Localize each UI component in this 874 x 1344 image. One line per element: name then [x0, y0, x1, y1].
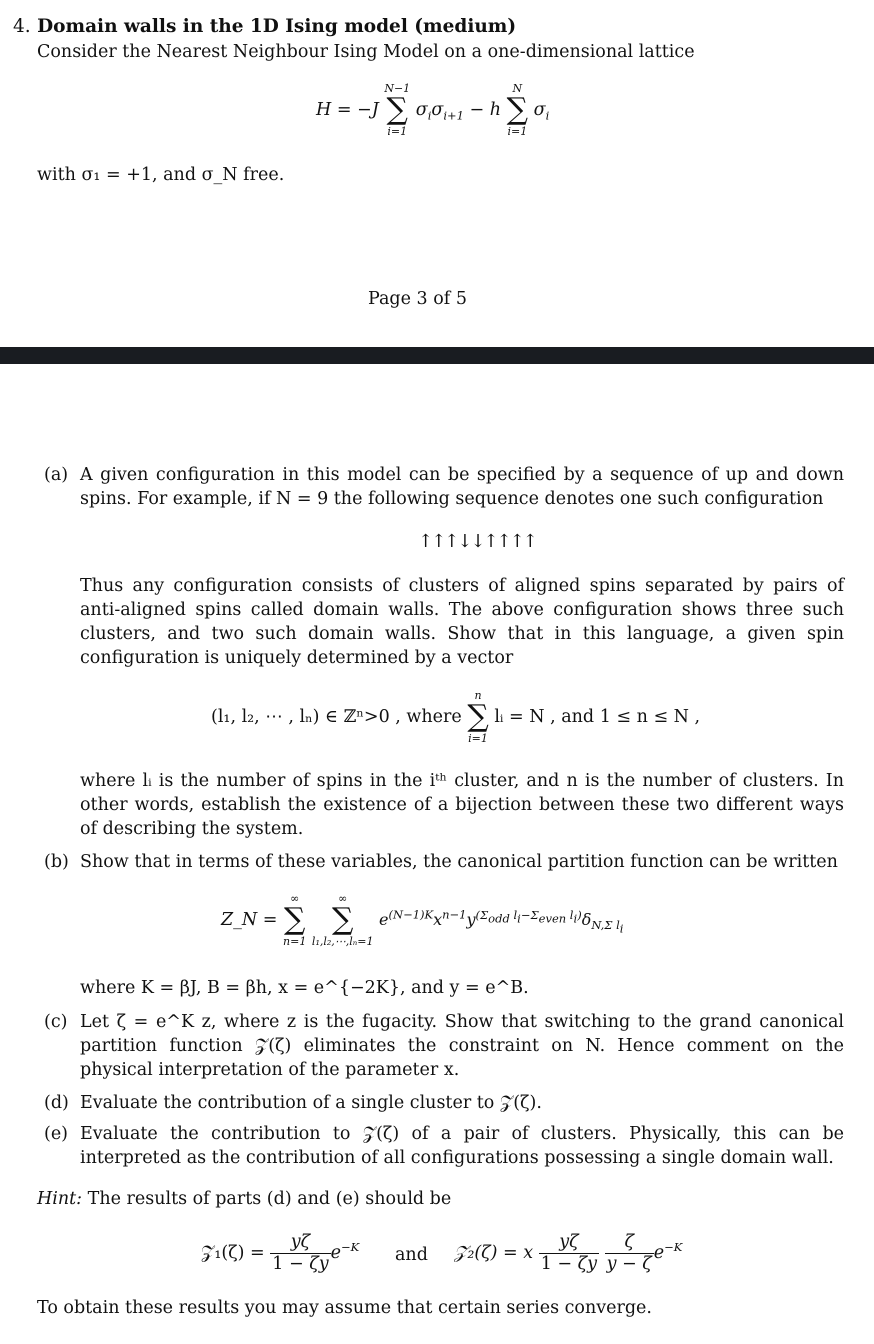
- z1-fraction: $\frac{y\zeta}{1 - \zeta y}$: [272, 1232, 329, 1274]
- z2-lhs: 𝒵₂(ζ) = x: [454, 1243, 534, 1263]
- vector-equation: [211, 690, 700, 745]
- part-b-text: Show that in terms of these variables, the canonical partition function can be written: [80, 852, 838, 872]
- part-b-label: (b): [44, 852, 69, 872]
- hamiltonian-field-term: − h: [469, 100, 502, 120]
- part-c: [44, 1010, 844, 1082]
- sum-upper: ∞: [290, 892, 300, 905]
- part-e-label: (e): [44, 1124, 69, 1144]
- problem-number: 4.: [13, 16, 31, 37]
- z2-fraction-1: $\frac{y\zeta}{1 - \zeta y}$: [540, 1232, 598, 1274]
- sum-upper: N: [512, 82, 523, 95]
- part-a-text-2: Thus any configuration consists of clusters of aligned spins separated by pairs of anti-aligned spins called domain walls. The above configuration shows three such clusters, and two such domain walls. Show that in this language, a given spin configuration is uniquely determined by a vector: [80, 576, 844, 668]
- part-c-text: Let ζ = e^K z, where z is the fugacity. Show that switching to the grand canonical partition function 𝒵(ζ) eliminates the constraint on N. Hence comment on the physical interpretation of the parameter x.: [80, 1012, 844, 1080]
- part-a: [44, 463, 844, 511]
- sum-lower: i=1: [387, 125, 408, 138]
- partition-function-equation: Z_N = ∞ ∑ n=1 ∞ ∑ l₁,l₂,⋯,lₙ=1 $e^{(N-1)K}x^{n-1}y^{(\Sigma_{odd} l_i-\Sigma_{even} l_i)}\delta_{N,\Sigma l_i}$: [221, 892, 624, 948]
- hint-z2-equation: 𝒵₂(ζ) = x $\frac{y\zeta}{1 - \zeta y}$ $\frac{\zeta}{y - \zeta}$ $e^{-K}$: [454, 1232, 683, 1274]
- sum-lower: l₁,l₂,⋯,lₙ=1: [311, 935, 374, 948]
- part-a-cont: [44, 574, 844, 670]
- hint-line: [37, 1187, 451, 1211]
- sum-upper: ∞: [338, 892, 348, 905]
- part-b-definitions: where K = βJ, B = βh, x = e^{−2K}, and y = e^B.: [80, 978, 529, 998]
- sum-over-n: ∞ ∑ n=1: [283, 892, 307, 948]
- part-a-text-1: A given configuration in this model can be specified by a sequence of up and down spins. For example, if N = 9 the following sequence denotes one such configuration: [80, 465, 844, 509]
- hamiltonian-sum-2: N ∑ i=1: [506, 82, 529, 138]
- hint-z1-equation: 𝒵₁(ζ) = $\frac{y\zeta}{1 - \zeta y}$ $e^{-K}$: [201, 1232, 360, 1274]
- part-d-text: Evaluate the contribution of a single cluster to 𝒵(ζ).: [80, 1093, 542, 1113]
- problem-intro: Consider the Nearest Neighbour Ising Model on a one-dimensional lattice: [37, 42, 695, 62]
- hint-label: Hint:: [37, 1189, 83, 1209]
- sum-lower: n=1: [283, 935, 307, 948]
- vector-tail: lᵢ = N , and 1 ≤ n ≤ N ,: [494, 707, 701, 727]
- problem-title: [13, 15, 516, 39]
- part-c-label: (c): [44, 1012, 68, 1032]
- part-d-label: (d): [44, 1093, 69, 1113]
- part-a-text-3: where lᵢ is the number of spins in the iᵗʰ cluster, and n is the number of clusters. In other words, establish the existence of a bijection between these two different ways of describing the system.: [80, 771, 844, 839]
- hamiltonian-sum-1: N−1 ∑ i=1: [384, 82, 411, 138]
- sum-upper: N−1: [384, 82, 411, 95]
- hamiltonian-equation: H = −J N−1 ∑ i=1 $\sigma_i\sigma_{i+1} - h$ N ∑ i=1 $\sigma_i$: [316, 82, 550, 138]
- vector-lhs: (l₁, l₂, ⋯ , lₙ) ∈ ℤⁿ>0 , where: [211, 707, 462, 727]
- part-a-end: [44, 769, 844, 841]
- part-b: [44, 850, 844, 874]
- part-a-label: (a): [44, 465, 69, 485]
- hint-text: The results of parts (d) and (e) should be: [87, 1189, 452, 1209]
- hint-and: and: [395, 1245, 428, 1265]
- sigma-symbol: σ: [415, 100, 428, 120]
- closing-note: To obtain these results you may assume that certain series converge.: [37, 1298, 652, 1318]
- part-d: [44, 1091, 844, 1115]
- problem-title-text: Domain walls in the 1D Ising model (medium): [37, 16, 517, 37]
- hamiltonian-lhs: H = −J: [316, 100, 379, 120]
- part-e: [44, 1122, 844, 1170]
- spin-configuration: ↑↑↑↓↓↑↑↑↑: [418, 531, 536, 552]
- sum-over-l: ∞ ∑ l₁,l₂,⋯,lₙ=1: [311, 892, 374, 948]
- z1-lhs: 𝒵₁(ζ) =: [201, 1243, 265, 1263]
- sum-lower: i=1: [468, 732, 488, 745]
- sum-lower: i=1: [507, 125, 528, 138]
- boundary-condition: with σ₁ = +1, and σ_N free.: [37, 165, 285, 185]
- page-separator: [0, 347, 874, 364]
- z2-fraction-2: $\frac{\zeta}{y - \zeta}$: [606, 1232, 652, 1274]
- zn-lhs: Z_N =: [221, 910, 278, 930]
- part-e-text: Evaluate the contribution to 𝒵(ζ) of a pair of clusters. Physically, this can be interpreted as the contribution of all configurations possessing a single domain wall.: [80, 1124, 844, 1168]
- vector-sum: n ∑ i=1: [467, 689, 489, 745]
- sum-upper: n: [474, 689, 482, 702]
- page-footer: Page 3 of 5: [368, 289, 467, 309]
